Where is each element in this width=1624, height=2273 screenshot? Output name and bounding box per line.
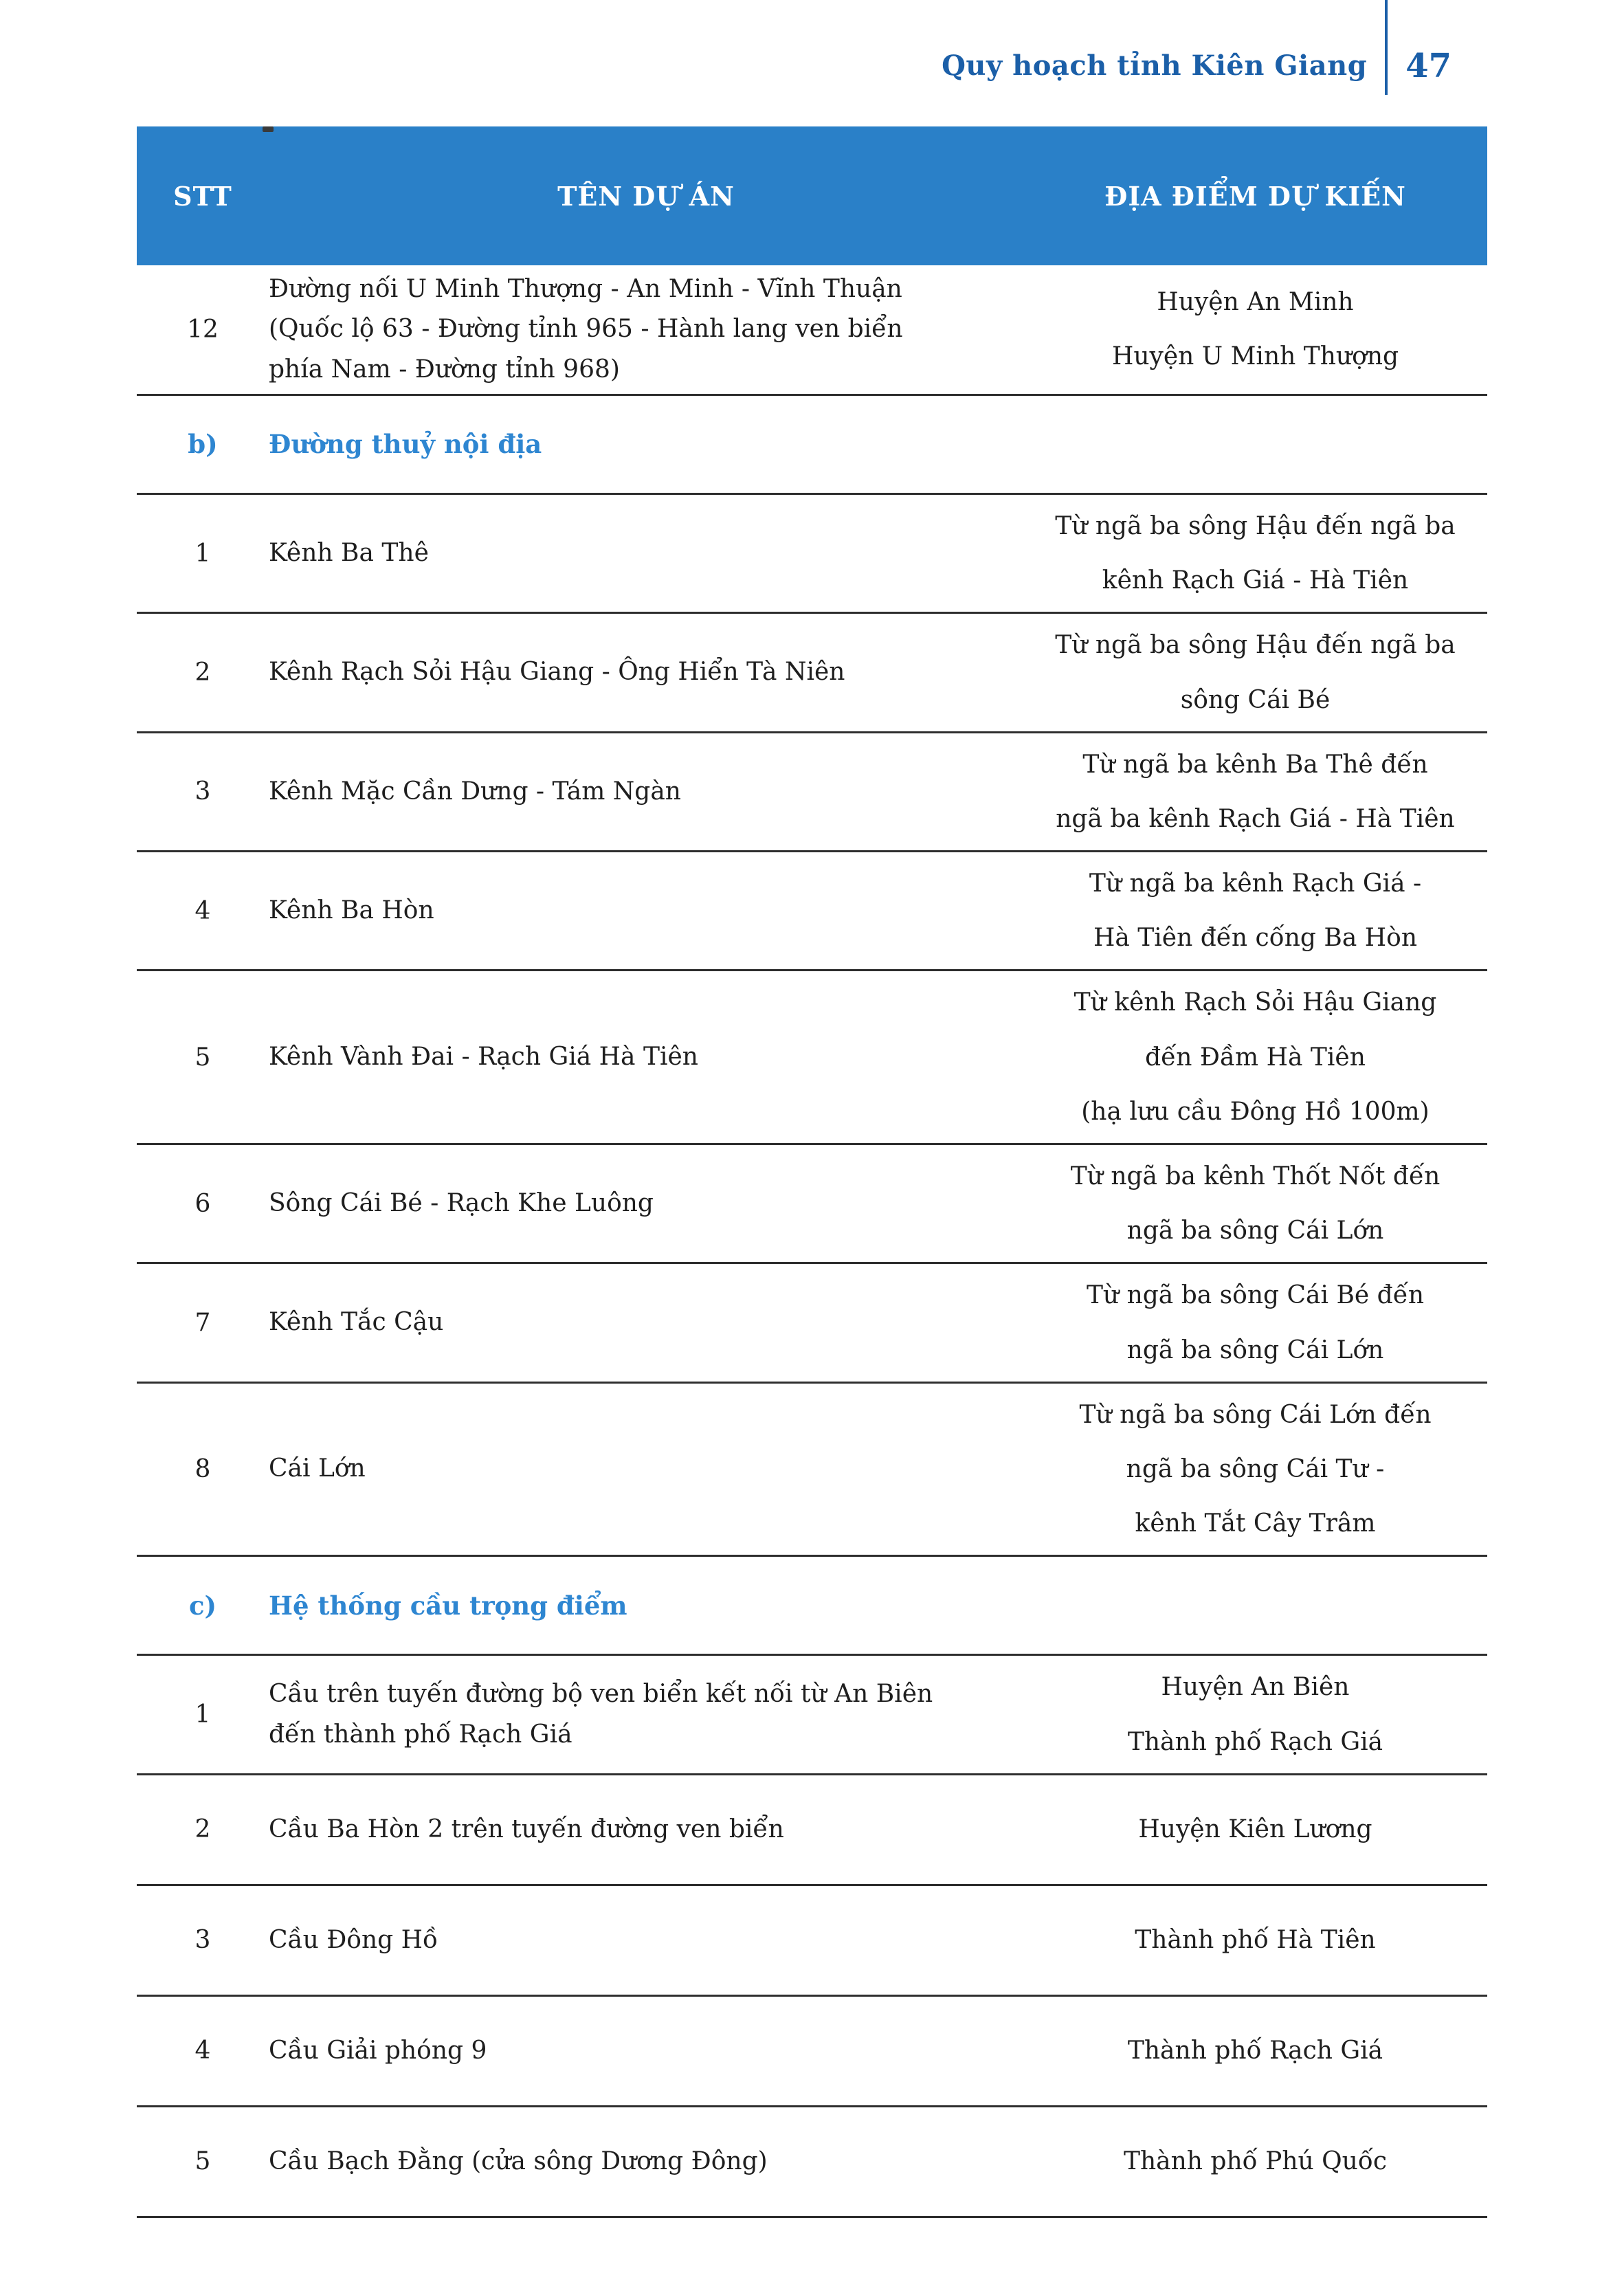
row-number: 5 [194, 1043, 211, 1072]
location-line: Từ ngã ba sông Cái Lớn đến [1079, 1400, 1432, 1429]
section-title: Hệ thống cầu trọng điểm [269, 1590, 627, 1621]
row-project-name [269, 1674, 1023, 1755]
table-row [137, 495, 1487, 614]
section-row [137, 396, 1487, 495]
row-location [1023, 1268, 1487, 1377]
location-line: Từ ngã ba sông Cái Bé đến [1086, 1281, 1425, 1310]
page-header-title: Quy hoạch tỉnh Kiên Giang [942, 49, 1368, 82]
row-location [1023, 499, 1487, 608]
table-row [137, 852, 1487, 971]
row-number: 1 [194, 539, 211, 568]
table-row [137, 971, 1487, 1145]
project-name-line: Cầu Đông Hồ [269, 1925, 438, 1954]
table-row [137, 1264, 1487, 1383]
project-name-line: phía Nam - Đường tỉnh 968) [269, 355, 620, 384]
location-line: (hạ lưu cầu Đông Hồ 100m) [1081, 1097, 1430, 1126]
row-number: 3 [194, 777, 211, 806]
project-name-line: đến thành phố Rạch Giá [269, 1720, 572, 1749]
row-location [1023, 2134, 1487, 2188]
table-row [137, 733, 1487, 852]
row-project-name [269, 772, 1023, 812]
location-line: kênh Rạch Giá - Hà Tiên [1102, 566, 1409, 595]
location-line: Huyện U Minh Thượng [1111, 342, 1399, 371]
project-name-line: Cầu Bạch Đằng (cửa sông Dương Đông) [269, 2147, 768, 2175]
project-name-line: Sông Cái Bé - Rạch Khe Luông [269, 1189, 654, 1218]
row-number: 4 [194, 896, 211, 925]
row-location [1023, 275, 1487, 384]
project-name-line: Kênh Ba Thê [269, 538, 429, 567]
table-row [137, 1886, 1487, 1997]
row-number: 6 [194, 1189, 211, 1218]
row-location [1023, 975, 1487, 1139]
location-line: Thành phố Rạch Giá [1127, 2037, 1383, 2065]
row-project-name [269, 1302, 1023, 1342]
row-number: 2 [194, 658, 211, 687]
location-line: Từ ngã ba kênh Rạch Giá - [1089, 869, 1422, 898]
row-project-name [269, 891, 1023, 931]
location-line: ngã ba sông Cái Lớn [1126, 1335, 1384, 1364]
table-row [137, 2107, 1487, 2218]
row-number: 1 [194, 1700, 211, 1729]
table-row [137, 1145, 1487, 1264]
location-line: kênh Tắt Cây Trâm [1135, 1509, 1376, 1538]
row-location [1023, 738, 1487, 846]
location-line: ngã ba sông Cái Tư - [1126, 1454, 1385, 1483]
row-number: 4 [194, 2037, 211, 2065]
scan-artifact-mark [263, 126, 274, 132]
location-line: ngã ba sông Cái Lớn [1126, 1217, 1384, 1245]
row-project-name [269, 652, 1023, 692]
row-location [1023, 1802, 1487, 1856]
row-location [1023, 2023, 1487, 2078]
location-line: Hà Tiên đến cống Ba Hòn [1093, 924, 1418, 953]
location-line: Huyện An Biên [1161, 1673, 1350, 1702]
page-header-divider [1385, 0, 1388, 95]
project-name-line: Kênh Tắc Cậu [269, 1308, 444, 1337]
location-line: Thành phố Rạch Giá [1127, 1727, 1383, 1756]
row-number: 12 [187, 315, 219, 344]
location-line: Từ ngã ba kênh Ba Thê đến [1082, 750, 1428, 779]
column-header-project-name: TÊN DỰ ÁN [557, 180, 735, 212]
row-location [1023, 618, 1487, 727]
table-row [137, 1656, 1487, 1775]
row-project-name [269, 1920, 1023, 1960]
row-project-name [269, 1184, 1023, 1223]
table-row [137, 1997, 1487, 2107]
row-project-name [269, 269, 1023, 390]
table-row [137, 1384, 1487, 1557]
project-name-line: Kênh Mặc Cần Dưng - Tám Ngàn [269, 777, 681, 806]
row-project-name [269, 1449, 1023, 1489]
location-line: Từ ngã ba sông Hậu đến ngã ba [1055, 511, 1456, 540]
location-line: đến Đầm Hà Tiên [1145, 1043, 1366, 1072]
row-location [1023, 1660, 1487, 1768]
project-name-line: Đường nối U Minh Thượng - An Minh - Vĩnh Thuận [269, 275, 902, 303]
column-header-location: ĐỊA ĐIỂM DỰ KIẾN [1104, 180, 1406, 212]
location-line: Từ ngã ba sông Hậu đến ngã ba [1055, 631, 1456, 660]
location-line: Từ kênh Rạch Sỏi Hậu Giang [1074, 988, 1437, 1017]
row-project-name [269, 2031, 1023, 2071]
row-number: 8 [194, 1455, 211, 1484]
table-row [137, 614, 1487, 733]
row-number: 5 [194, 2147, 211, 2176]
row-number: 7 [194, 1309, 211, 1338]
project-name-line: (Quốc lộ 63 - Đường tỉnh 965 - Hành lang ven biển [269, 315, 903, 344]
table-header-row [137, 126, 1487, 265]
table-body [137, 265, 1487, 2218]
row-number: 3 [194, 1926, 211, 1955]
section-letter: b) [188, 429, 218, 460]
table-row [137, 1775, 1487, 1886]
row-number: 2 [194, 1815, 211, 1844]
project-name-line: Kênh Ba Hòn [269, 896, 434, 925]
location-line: ngã ba kênh Rạch Giá - Hà Tiên [1056, 804, 1455, 833]
page-number: 47 [1405, 47, 1451, 85]
project-name-line: Cái Lớn [269, 1454, 366, 1483]
row-location [1023, 1388, 1487, 1551]
location-line: Huyện Kiên Lương [1138, 1815, 1372, 1844]
location-line: Thành phố Hà Tiên [1135, 1926, 1376, 1955]
section-letter: c) [188, 1590, 217, 1621]
project-name-line: Kênh Rạch Sỏi Hậu Giang - Ông Hiển Tà Niên [269, 658, 845, 687]
section-title: Đường thuỷ nội địa [269, 429, 542, 460]
page-header [942, 0, 1451, 95]
location-line: Từ ngã ba kênh Thốt Nốt đến [1070, 1162, 1441, 1190]
row-project-name [269, 2142, 1023, 2182]
location-line: sông Cái Bé [1180, 685, 1331, 714]
row-location [1023, 1149, 1487, 1258]
location-line: Thành phố Phú Quốc [1123, 2147, 1388, 2176]
project-name-line: Cầu Ba Hòn 2 trên tuyến đường ven biển [269, 1815, 784, 1843]
project-name-line: Cầu Giải phóng 9 [269, 2036, 487, 2065]
row-location [1023, 856, 1487, 965]
project-name-line: Cầu trên tuyến đường bộ ven biển kết nối từ An Biên [269, 1680, 933, 1709]
row-project-name [269, 1810, 1023, 1850]
projects-table [137, 126, 1487, 2218]
row-project-name [269, 1037, 1023, 1077]
section-row [137, 1557, 1487, 1656]
row-location [1023, 1913, 1487, 1967]
project-name-line: Kênh Vành Đai - Rạch Giá Hà Tiên [269, 1043, 698, 1072]
location-line: Huyện An Minh [1157, 288, 1354, 317]
table-row [137, 265, 1487, 396]
column-header-stt: STT [173, 180, 232, 212]
row-project-name [269, 533, 1023, 573]
